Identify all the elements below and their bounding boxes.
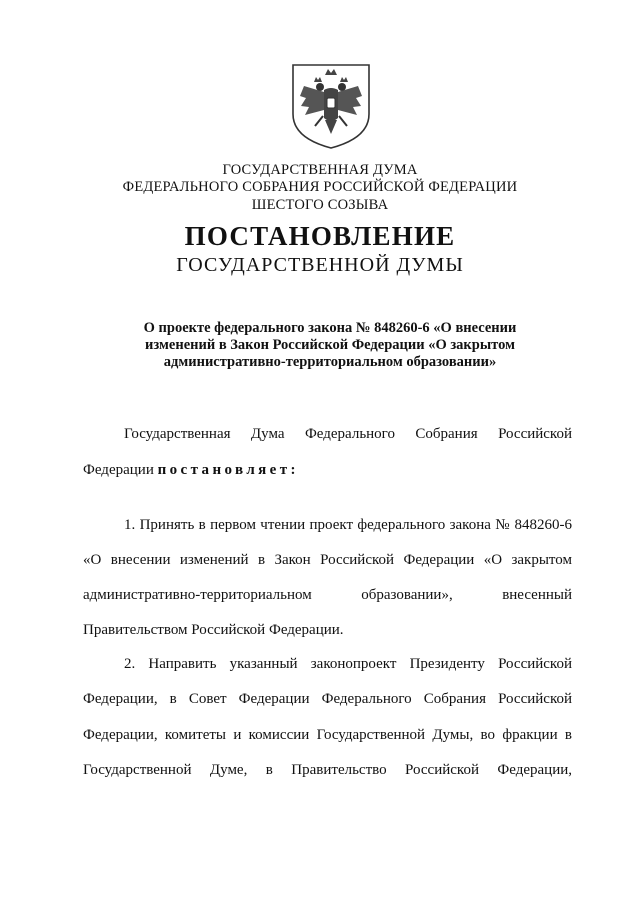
issuer-subtitle: ГОСУДАРСТВЕННОЙ ДУМЫ — [176, 254, 464, 276]
preamble-line: Государственная Дума Федерального Собрания Российской — [124, 426, 572, 442]
resolves-word: постановляет: — [157, 462, 299, 478]
item-2-line: 2. Направить указанный законопроект Президенту Российской — [124, 656, 572, 672]
org-line-federal-assembly: ФЕДЕРАЛЬНОГО СОБРАНИЯ РОССИЙСКОЙ ФЕДЕРАЦИИ — [122, 179, 518, 195]
russian-coat-of-arms-icon — [290, 62, 372, 150]
preamble-text: Федерации — [83, 462, 154, 478]
item-1-line: Правительством Российской Федерации. — [83, 622, 344, 638]
subject-line: административно-территориальном образовании» — [163, 354, 497, 370]
item-1-line: административно-территориальном образовании», внесенный — [83, 587, 572, 603]
item-2-line: Государственной Думе, в Правительство Российской Федерации, — [83, 762, 572, 778]
item-1-line: «О внесении изменений в Закон Российской Федерации «О закрытом — [83, 552, 572, 568]
resolution-subject — [120, 320, 540, 371]
item-2-line: Федерации, в Совет Федерации Федерального Собрания Российской — [83, 691, 572, 707]
item-1-line: 1. Принять в первом чтении проект федерального закона № 848260-6 — [124, 517, 572, 533]
subject-line: О проекте федерального закона № 848260-6 «О внесении — [143, 320, 517, 336]
subject-line: изменений в Закон Российской Федерации «О закрытом — [145, 337, 515, 353]
document-type-title: ПОСТАНОВЛЕНИЕ — [184, 221, 456, 251]
item-2-line: Федерации, комитеты и комиссии Государственной Думы, во фракции в — [83, 727, 572, 743]
org-line-convocation: ШЕСТОГО СОЗЫВА — [251, 197, 389, 213]
preamble-line — [83, 462, 572, 479]
org-line-duma: ГОСУДАРСТВЕННАЯ ДУМА — [222, 162, 418, 178]
